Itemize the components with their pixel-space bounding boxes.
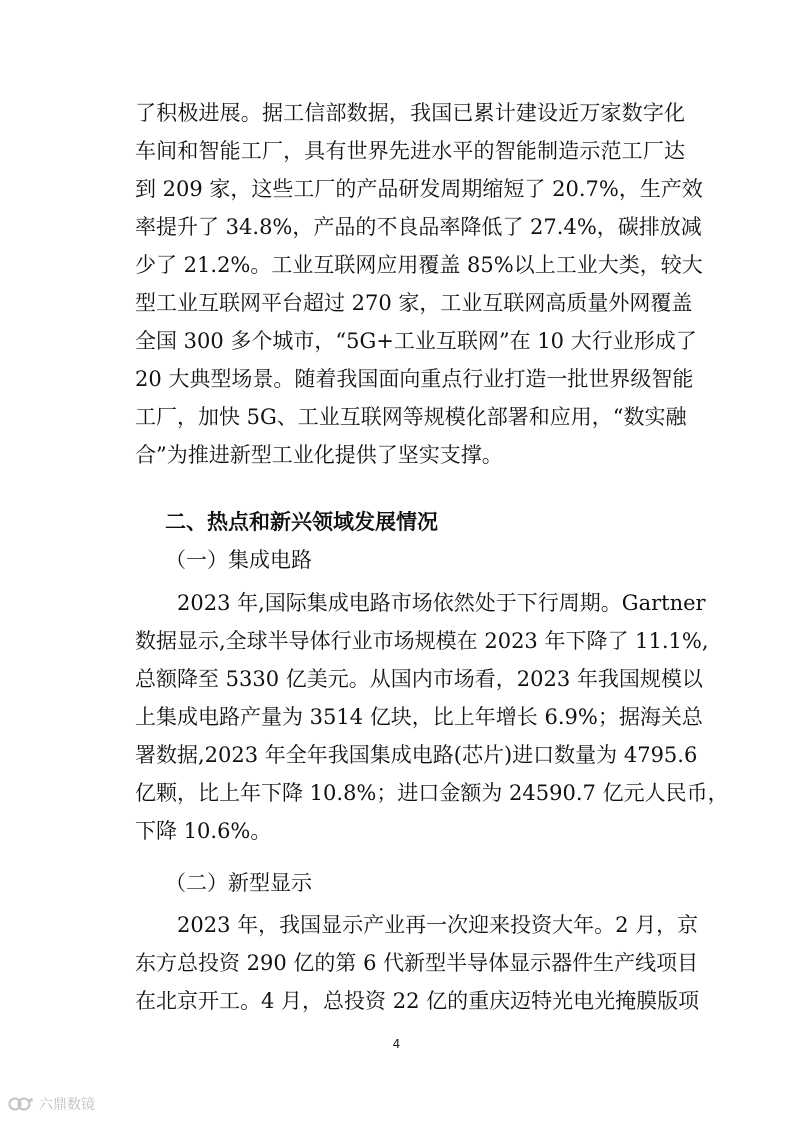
paragraph-line: 全国 300 多个城市，“5G+工业互联网”在 10 大行业形成了	[135, 329, 697, 353]
paragraph-line: 了积极进展。据工信部数据，我国已累计建设近万家数字化	[135, 101, 685, 125]
paragraph-line: 率提升了 34.8%，产品的不良品率降低了 27.4%，碳排放减	[135, 215, 702, 239]
paragraph-line: 在北京开工。4 月，总投资 22 亿的重庆迈特光电光掩膜版项	[135, 989, 700, 1013]
paragraph-line: 署数据,2023 年全年我国集成电路(芯片)进口数量为 4795.6	[135, 743, 698, 767]
paragraph-line: 上集成电路产量为 3514 亿块，比上年增长 6.9%；据海关总	[135, 705, 703, 729]
paragraph-line: 车间和智能工厂，具有世界先进水平的智能制造示范工厂达	[135, 139, 685, 163]
subsection-heading: （一）集成电路	[165, 548, 312, 572]
paragraph-line: 下降 10.6%。	[135, 819, 272, 843]
paragraph-line: 数据显示,全球半导体行业市场规模在 2023 年下降了 11.1%,	[135, 629, 709, 653]
paragraph-line: 亿颗，比上年下降 10.8%；进口金额为 24590.7 亿元人民币，	[135, 781, 729, 805]
paragraph-line: 总额降至 5330 亿美元。从国内市场看，2023 年我国规模以	[135, 667, 703, 691]
logo-icon	[8, 1095, 34, 1113]
paragraph-line: 2023 年,国际集成电路市场依然处于下行周期。Gartner	[135, 591, 706, 615]
paragraph-line: 合”为推进新型工业化提供了坚实支撑。	[135, 443, 503, 467]
watermark-text: 六鼎数镜	[39, 1097, 95, 1113]
paragraph-line: 2023 年，我国显示产业再一次迎来投资大年。2 月，京	[135, 913, 699, 937]
subsection-heading: （二）新型显示	[165, 871, 312, 895]
paragraph-line: 到 209 家，这些工厂的产品研发周期缩短了 20.7%，生产效	[135, 177, 703, 201]
watermark	[8, 1094, 95, 1114]
paragraph-line: 少了 21.2%。工业互联网应用覆盖 85%以上工业大类，较大	[135, 253, 703, 277]
section-heading: 二、热点和新兴领域发展情况	[165, 510, 438, 534]
page-number: 4	[392, 1037, 401, 1051]
paragraph-line: 工厂，加快 5G、工业互联网等规模化部署和应用，“数实融	[135, 405, 687, 429]
paragraph-line: 东方总投资 290 亿的第 6 代新型半导体显示器件生产线项目	[135, 951, 699, 975]
paragraph-line: 20 大典型场景。随着我国面向重点行业打造一批世界级智能	[135, 367, 694, 391]
paragraph-line: 型工业互联网平台超过 270 家，工业互联网高质量外网覆盖	[135, 291, 693, 315]
